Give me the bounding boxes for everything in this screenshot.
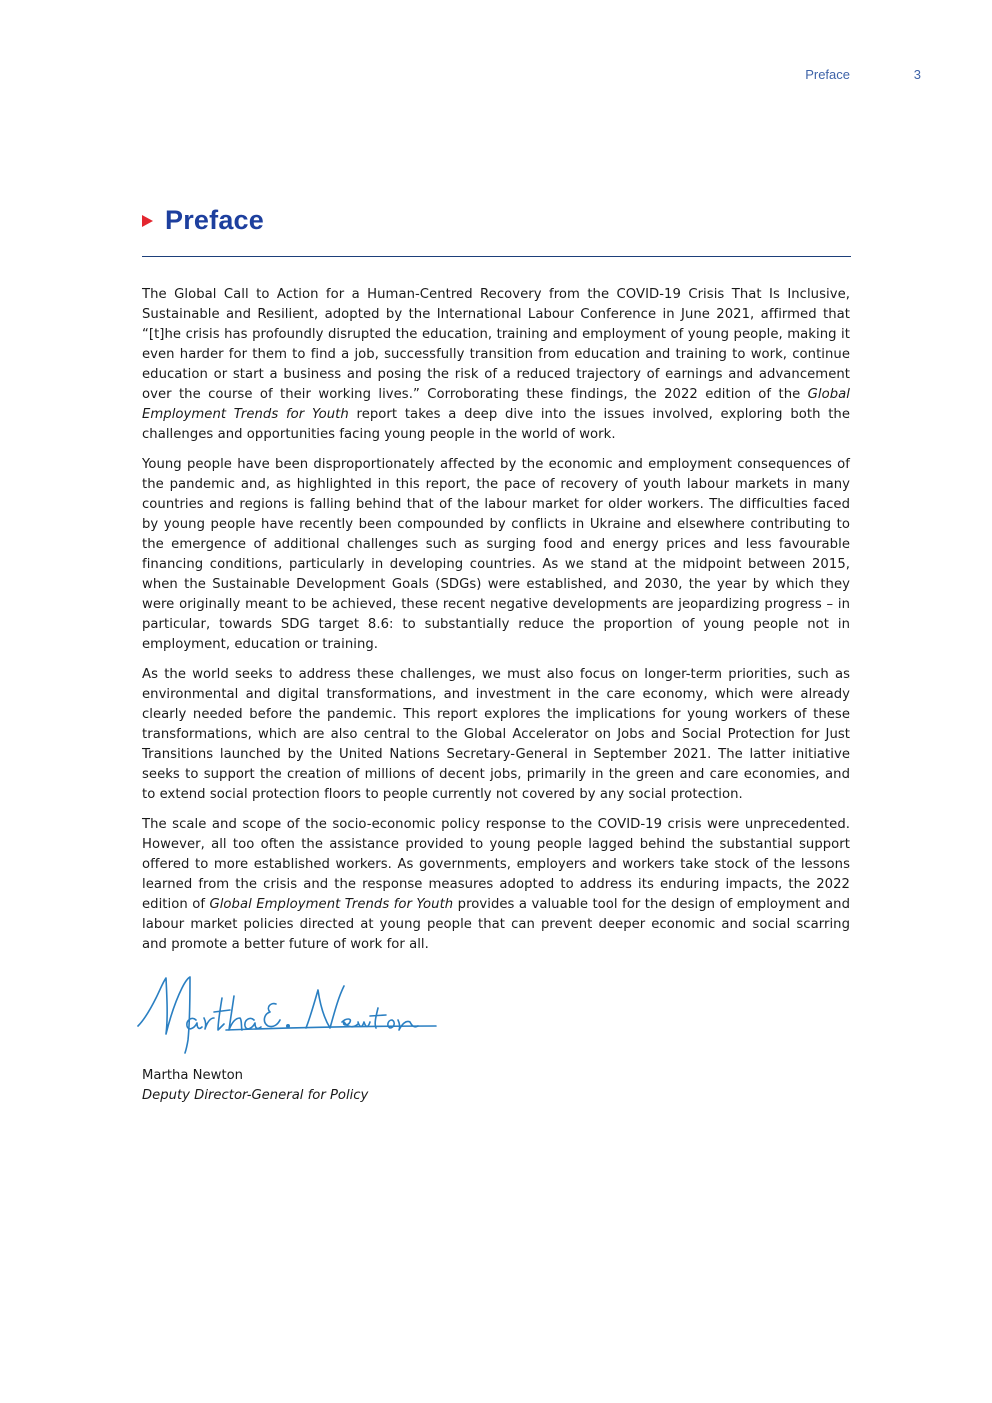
page-number: 3 — [913, 67, 921, 82]
running-header — [0, 67, 992, 85]
report-title-italic: Global Employment Trends for Youth — [209, 897, 454, 912]
page-title: Preface — [165, 205, 264, 235]
paragraph-4 — [142, 815, 850, 955]
paragraph-4-text-a: The scale and scope of the socio-economic policy response to the COVID-19 crisis were unprecedented. However, all too often the assistance provided to young people lagged behind the substantial support offered to more established workers. As governments, employers and workers take stock of the lessons learned from the crisis and the response measures adopted to address its enduring impacts, the 2022 edition of — [142, 817, 850, 912]
triangle-marker-icon — [142, 215, 153, 227]
signer-name: Martha Newton — [142, 1068, 244, 1083]
paragraph-3: As the world seeks to address these challenges, we must also focus on longer-term priorities, such as environmental and digital transformations, and investment in the care economy, which were already clearly needed before the pandemic. This report explores the implications for young workers of these transformations, which are also central to the Global Accelerator on Jobs and Social Protection for Just Transitions launched by the United Nations Secretary-General in September 2021. The latter initiative seeks to support the creation of millions of decent jobs, primarily in the green and care economies, and to extend social protection floors to people currently not covered by any social protection. — [142, 667, 850, 802]
report-title-italic: Global Employment Trends for Youth — [142, 387, 850, 422]
paragraph-1 — [142, 285, 850, 445]
paragraph-4-text-b: provides a valuable tool for the design of employment and labour market policies directed at young people that can prevent deeper economic and social scarring and promote a better future of work for all. — [142, 897, 850, 952]
signer-block — [142, 1066, 368, 1106]
paragraph-1-text-b: report takes a deep dive into the issues involved, exploring both the challenges and opportunities facing young people in the world of work. — [142, 407, 851, 442]
body-text — [142, 285, 850, 965]
running-header-title: Preface — [805, 67, 850, 82]
paragraph-2: Young people have been disproportionately affected by the economic and employment consequences of the pandemic and, as highlighted in this report, the pace of recovery of youth labour markets in many countries and regions is falling behind that of the labour market for older workers. The difficulties faced by young people have recently been compounded by conflicts in Ukraine and elsewhere contributing to the emergence of additional challenges such as surging food and energy prices and less favourable financing conditions, particularly in developing countries. As we stand at the midpoint between 2015, when the Sustainable Development Goals (SDGs) were established, and 2030, the year by which they were originally meant to be achieved, these recent negative developments are jeopardizing progress – in particular, towards SDG target 8.6: to substantially reduce the proportion of young people not in employment, education or training. — [142, 457, 850, 652]
handwritten-signature-icon — [130, 968, 445, 1060]
heading-divider — [142, 256, 851, 257]
paragraph-1-text-a: The Global Call to Action for a Human-Centred Recovery from the COVID-19 Crisis That Is Inclusive, Sustainable and Resilient, adopted by the International Labour Conference in June 2021, affirmed that “[t]he crisis has profoundly disrupted the education, training and employment of young people, making it even harder for them to find a job, successfully transition from education and training to work, continue education or start a business and posing the risk of a reduced trajectory of earnings and advancement over the course of their working lives.” Corroborating these findings, the 2022 edition of the — [142, 287, 850, 402]
section-heading — [142, 205, 264, 236]
signer-role: Deputy Director-General for Policy — [142, 1088, 369, 1103]
